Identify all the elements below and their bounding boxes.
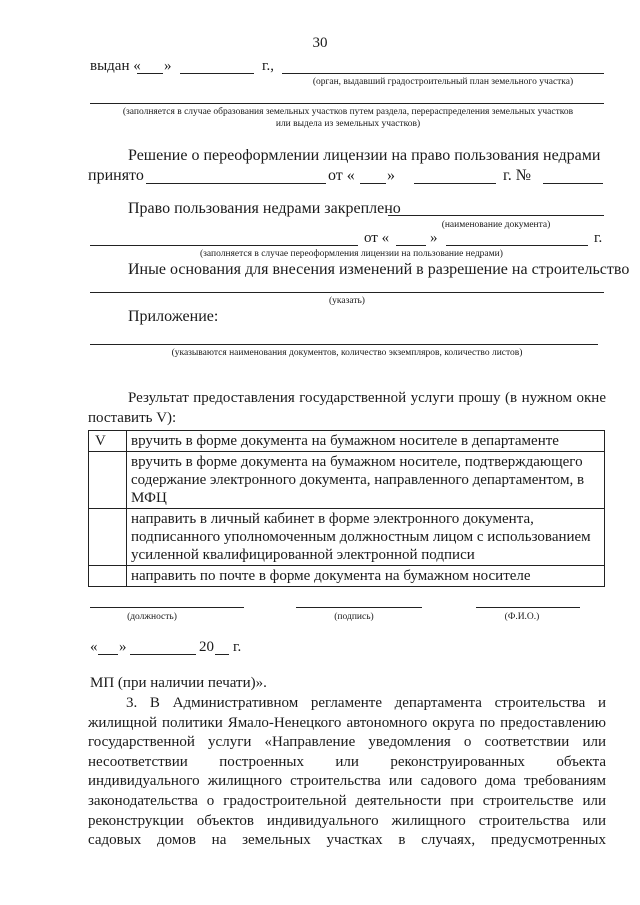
subsoil-blank-left	[90, 245, 358, 246]
name-caption: (Ф.И.О.)	[504, 612, 540, 622]
option-line: направить по почте в форме документа на бумажном носителе	[131, 568, 531, 584]
date-year-suffix: г.	[233, 639, 242, 655]
issued-month-blank	[180, 73, 254, 74]
subsoil-month-blank	[446, 245, 588, 246]
position-caption: (должность)	[127, 612, 177, 622]
license-heading: Решение о переоформлении лицензии на право пользования недрами	[128, 147, 601, 164]
option-row[interactable]	[89, 452, 605, 509]
subsoil-from-close: »	[430, 230, 438, 246]
position-blank	[90, 607, 244, 608]
other-grounds-label: Иные основания для внесения изменений в разрешение на строительство	[128, 261, 630, 278]
option-line: вручить в форме документа на бумажном носителе, подтверждающего	[131, 454, 583, 470]
signature-blank	[296, 607, 422, 608]
paragraph-line: жилищной политики Ямало-Ненецкого автономного округа по предоставлению	[88, 714, 606, 731]
stamp-note: МП (при наличии печати)».	[90, 675, 267, 691]
license-from-open: от «	[328, 167, 355, 184]
result-text	[88, 389, 606, 428]
subsoil-note: (заполняется в случае переоформления лицензии на пользование недрами)	[200, 249, 503, 259]
paragraph-line: индивидуального жилищного строительства или садового дома требованиям	[88, 773, 606, 790]
option-checkbox[interactable]	[89, 452, 127, 509]
date-quote-open: «	[90, 639, 98, 655]
option-line: подписанного уполномоченным должностным лицом с использованием	[131, 529, 591, 545]
issued-note-line2: или выдела из земельных участков)	[275, 119, 421, 129]
option-row[interactable]	[89, 509, 605, 566]
license-month-blank	[414, 183, 496, 184]
issued-note-line1: (заполняется в случае образования земельных участков путем раздела, перераспределения земельных участков	[122, 107, 574, 117]
other-grounds-caption: (указать)	[329, 296, 365, 306]
subsoil-doc-caption: (наименование документа)	[441, 220, 551, 230]
paragraph-line: государственной услуги «Направление уведомления о соответствии или	[88, 734, 606, 751]
subsoil-year: г.	[594, 230, 603, 246]
license-from-close: »	[387, 167, 395, 184]
page-number: 30	[312, 35, 328, 51]
option-text	[127, 431, 605, 452]
paragraph-line: несоответствии построенных или реконструированных объекта	[88, 753, 606, 770]
license-number-label: г. №	[503, 167, 532, 184]
license-day-blank	[360, 183, 386, 184]
date-year-blank	[215, 654, 229, 655]
signature-caption: (подпись)	[334, 612, 374, 622]
attachment-label: Приложение:	[128, 308, 219, 325]
date-year-prefix: 20	[199, 639, 214, 655]
paragraph-line: реконструкции объектов индивидуального жилищного строительства или	[88, 812, 606, 829]
attachment-caption: (указываются наименования документов, количество экземпляров, количество листов)	[171, 348, 523, 358]
delivery-options-table	[88, 430, 605, 587]
result-line1: Результат предоставления государственной услуги прошу (в нужном окне	[128, 390, 606, 406]
issued-quote-close: »	[164, 58, 172, 74]
subsoil-label: Право пользования недрами закреплено	[128, 200, 401, 217]
paragraph-3	[88, 694, 606, 851]
result-line2: поставить V):	[88, 409, 177, 426]
subsoil-doc-blank	[388, 215, 604, 216]
issued-authority-caption: (орган, выдавший градостроительный план земельного участка)	[312, 77, 574, 87]
other-grounds-blank	[90, 292, 604, 293]
date-quote-close: »	[119, 639, 127, 655]
name-blank	[476, 607, 580, 608]
issued-note-blank	[90, 103, 604, 104]
license-accepted-blank	[146, 183, 326, 184]
option-text	[127, 566, 605, 587]
option-checkbox[interactable]	[89, 509, 127, 566]
attachment-blank	[90, 344, 598, 345]
date-day-blank	[98, 654, 118, 655]
issued-prefix: выдан «	[90, 58, 141, 74]
date-month-blank	[130, 654, 196, 655]
option-text	[127, 509, 605, 566]
issued-year-suffix: г.,	[262, 58, 274, 74]
subsoil-from-open: от «	[364, 230, 390, 246]
paragraph-line: 3. В Административном регламенте департамента строительства и	[126, 695, 606, 711]
issued-authority-blank	[282, 73, 604, 74]
option-line: вручить в форме документа на бумажном носителе в департаменте	[131, 433, 559, 449]
option-row[interactable]	[89, 431, 605, 452]
subsoil-day-blank	[396, 245, 426, 246]
issued-day-blank	[137, 73, 163, 74]
option-line: направить в личный кабинет в форме электронного документа,	[131, 511, 534, 527]
option-line: МФЦ	[131, 490, 167, 506]
option-checkbox[interactable]	[89, 566, 127, 587]
option-checkbox[interactable]: V	[89, 431, 127, 452]
license-accepted-label: принято	[88, 167, 144, 184]
license-number-blank	[543, 183, 603, 184]
option-line: содержание электронного документа, направленного департаментом, в	[131, 472, 585, 488]
option-line: усиленной квалифицированной электронной подписи	[131, 547, 475, 563]
paragraph-line: законодательства о градостроительной деятельности при строительстве или	[88, 792, 606, 809]
option-text	[127, 452, 605, 509]
option-row[interactable]	[89, 566, 605, 587]
paragraph-line: садовых домов на земельных участках в случаях, предусмотренных	[88, 832, 606, 849]
